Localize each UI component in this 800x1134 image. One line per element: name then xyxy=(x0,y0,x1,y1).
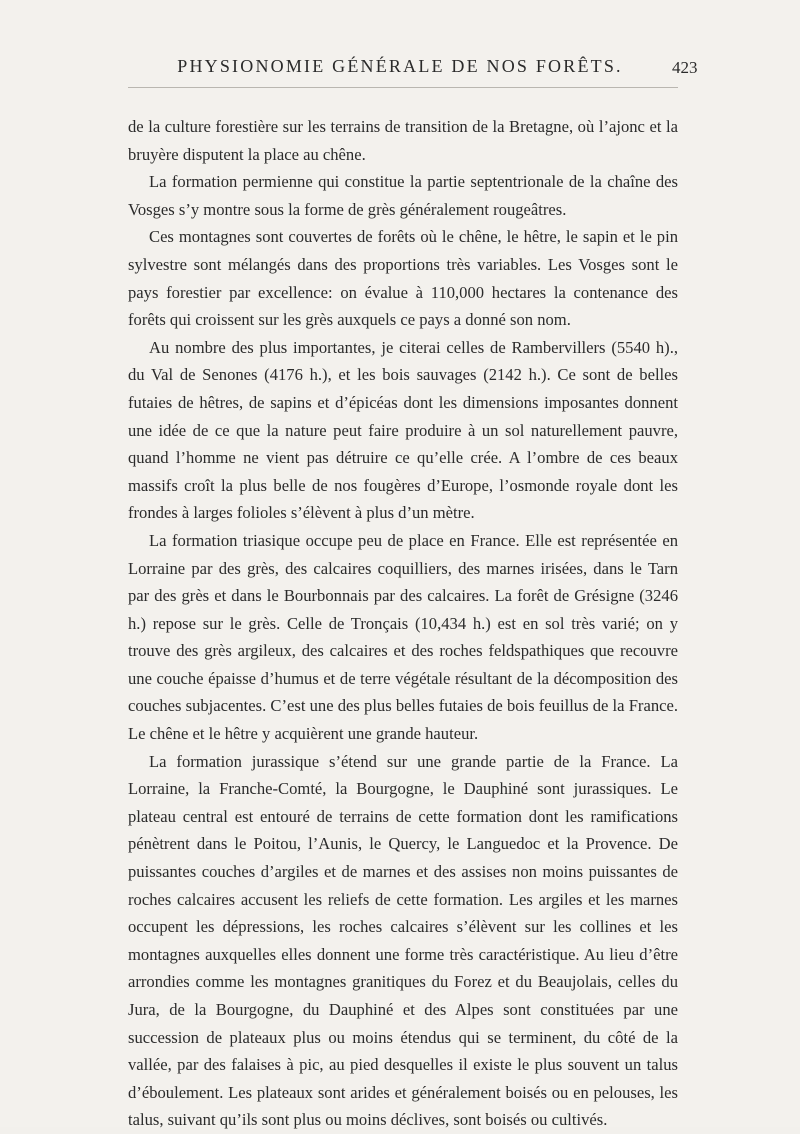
paragraph-jurassic: La formation jurassique s’étend sur une grande partie de la France. La Lorraine, la Franche-Comté, la Bourgogne, le Dauphiné sont jurassiques. Le plateau central est entouré de terrains de cette formation dont les ramifications pénètrent dans le Poitou, l’Aunis, le Quercy, le Languedoc et la Provence. De puissantes couches d’argiles et de marnes et des assises non moins puissantes de roches calcaires accusent les reliefs de cette formation. Les argiles et les marnes occupent les dépressions, les roches calcaires s’élèvent sur les collines et les montagnes auxquelles elles donnent une forme très caractéristique. Au lieu d’être arrondies comme les montagnes granitiques du Forez et du Beaujolais, celles du Jura, de la Bourgogne, du Dauphiné et des Alpes sont constituées par une succession de plateaux plus ou moins étendus qui se terminent, du côté de la vallée, par des falaises à pic, au pied desquelles il existe le plus souvent un talus d’éboulement. Les plateaux sont arides et généralement boisés ou en pelouses, les talus, suivant qu’ils sont plus ou moins déclives, sont boisés ou cultivés. xyxy=(128,751,678,1130)
paragraph-triassic: La formation triasique occupe peu de place en France. Elle est représentée en Lorraine par des grès, des calcaires coquilliers, des marnes irisées, dans le Tarn par des grès et dans le Bourbonnais par des calcaires. La forêt de Grésigne (3246 h.) repose sur le grès. Celle de Tronçais (10,434 h.) est en sol très varié; on y trouve des grès argileux, des calcaires et des roches feldspathiques que recouvre une couche épaisse d’humus et de terre végétale résultant de la décomposition des couches subjacentes. C’est une des plus belles futaies de bois feuillus de la France. Le chêne et le hêtre y acquièrent une grande hauteur. xyxy=(128,530,678,744)
paragraph-permian: La formation permienne qui constitue la partie septentrionale de la chaîne des Vosges s’y montre sous la forme de grès généralement rougeâtres. xyxy=(128,172,678,219)
paragraph-notable-forests: Au nombre des plus importantes, je citerai celles de Rambervillers (5540 h)., du Val de Senones (4176 h.), et les bois sauvages (2142 h.). Ce sont de belles futaies de hêtres, de sapins et d’épicéas dont les dimensions imposantes donnent une idée de ce que la nature peut faire produire à un sol naturellement pauvre, quand l’homme ne vient pas détruire ce qu’elle crée. A l’ombre de ces beaux massifs croît la plus belle de nos fougères d’Europe, l’osmonde royale dont les frondes à larges folioles s’élèvent à plus d’un mètre. xyxy=(128,337,678,523)
paragraph-vosges-forests: Ces montagnes sont couvertes de forêts où le chêne, le hêtre, le sapin et le pin sylvestre sont mélangés dans des proportions très variables. Les Vosges sont le pays forestier par excellence: on évalue à 110,000 hectares la contenance des forêts qui croissent sur les grès auxquels ce pays a donné son nom. xyxy=(128,227,678,330)
page-number: 423 xyxy=(672,58,698,77)
header-rule xyxy=(128,87,678,88)
paragraph-continuation: de la culture forestière sur les terrains de transition de la Bretagne, où l’ajonc et la bruyère disputent la place au chêne. xyxy=(128,117,678,164)
running-title: PHYSIONOMIE GÉNÉRALE DE NOS FORÊTS. xyxy=(177,56,623,76)
body-text xyxy=(128,113,678,1134)
